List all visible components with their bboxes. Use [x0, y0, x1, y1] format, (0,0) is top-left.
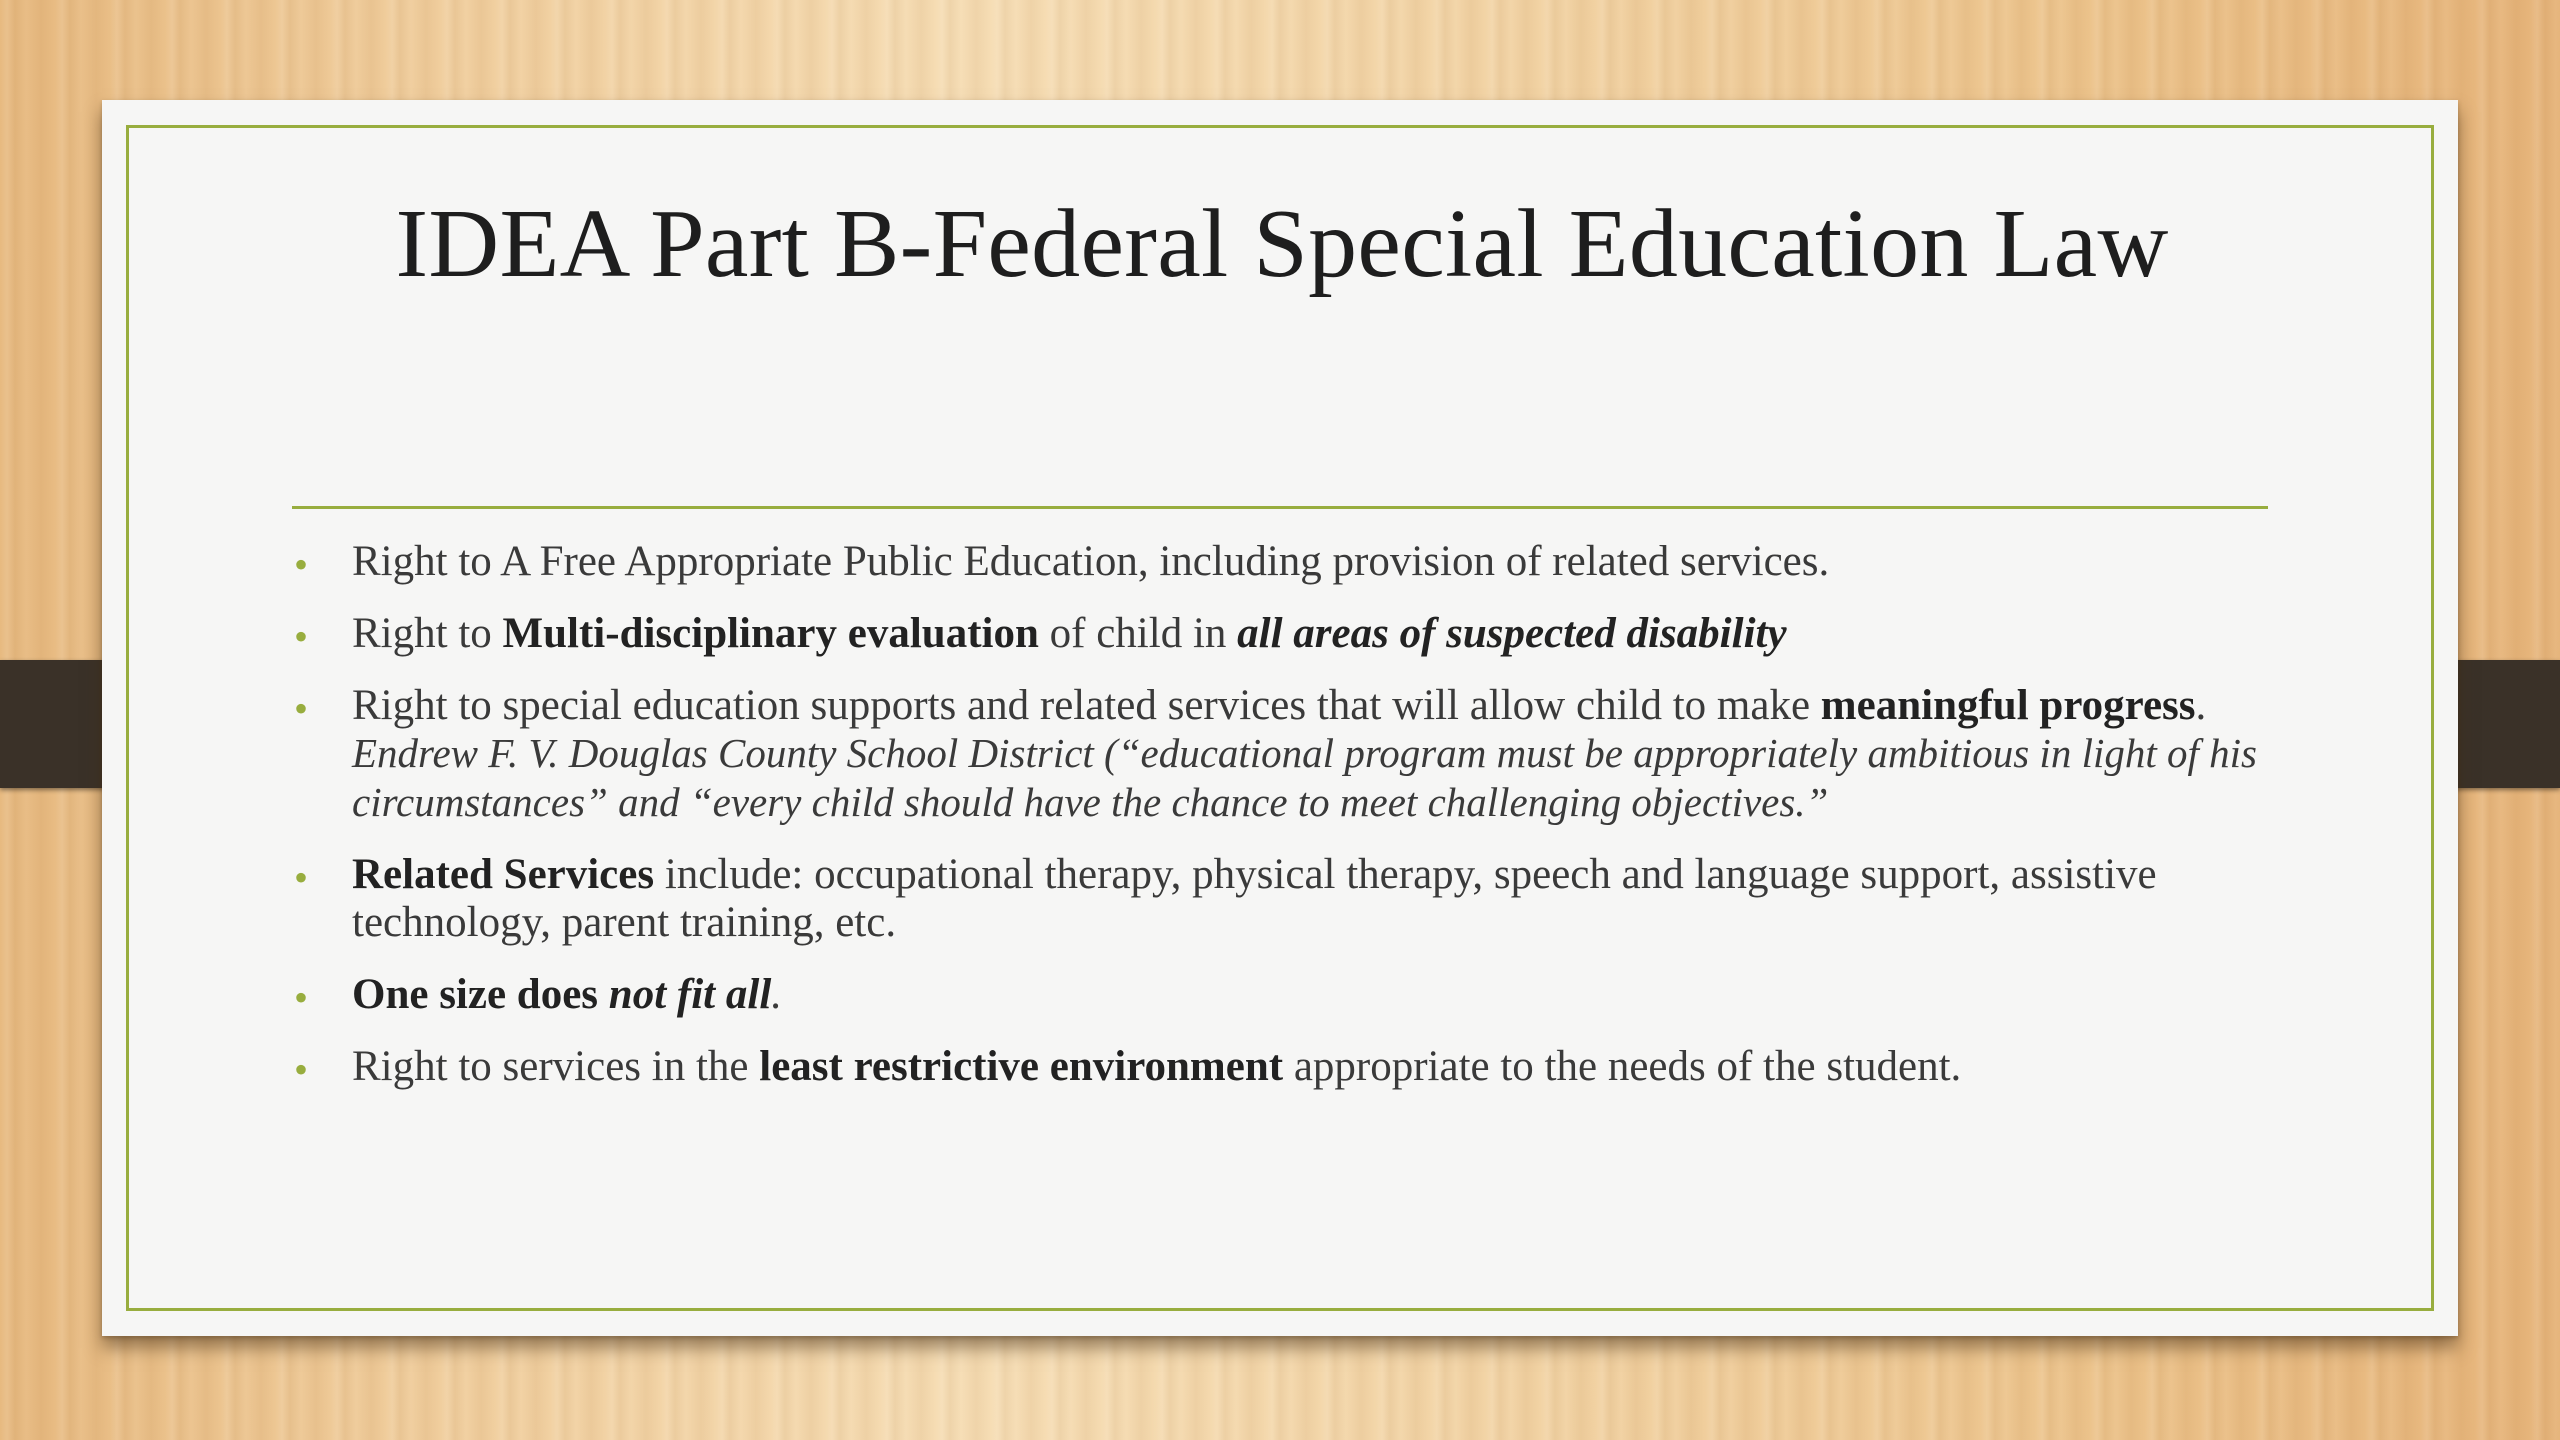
bullet-icon: •	[294, 542, 309, 587]
bullet-icon: •	[294, 614, 309, 660]
bullet-text: of child in	[1038, 610, 1238, 658]
bullet-one-size	[292, 971, 2272, 1019]
bullet-emphasis-text: all areas of suspected disability	[1237, 610, 1787, 658]
bullet-lre	[292, 1043, 2272, 1091]
bullet-icon: •	[294, 975, 309, 1021]
bullet-text: Right to special education supports and related services that will allow child to make	[352, 682, 1821, 730]
bullet-fape	[292, 538, 2272, 586]
bullet-text: .	[2195, 682, 2207, 730]
bullet-text: include: occupational therapy, physical therapy, speech and language support, assistive technology, parent training, etc.	[352, 850, 2157, 946]
title-divider	[292, 506, 2268, 509]
bullet-bold-text: least restrictive environment	[759, 1043, 1284, 1091]
bullet-icon: •	[294, 1047, 309, 1093]
bullet-related-services	[292, 851, 2272, 947]
slide-title: IDEA Part B-Federal Special Education Law	[395, 190, 2169, 298]
bullet-meaningful-progress	[292, 682, 2272, 826]
bullet-evaluation	[292, 610, 2272, 658]
bullet-emphasis-text: not fit all	[608, 971, 772, 1019]
bullet-list	[292, 538, 2272, 1115]
bullet-text: Right to	[352, 610, 503, 658]
case-citation: Endrew F. V. Douglas County School District (“educational program must be appropriately ambitious in light of his circumstances” and “every child should have the chance to meet challenging objectives.”	[352, 730, 2257, 825]
bullet-text: appropriate to the needs of the student.	[1283, 1043, 1962, 1091]
bullet-bold-text: Multi-disciplinary evaluation	[502, 610, 1039, 658]
bullet-icon: •	[294, 854, 309, 900]
bullet-bold-text: meaningful progress	[1820, 682, 2196, 730]
bullet-icon: •	[294, 686, 309, 732]
bullet-text: Right to services in the	[352, 1043, 760, 1091]
bullet-bold-text: One size does	[352, 971, 609, 1019]
bullet-text: Right to A Free Appropriate Public Education, including provision of related services.	[352, 538, 1830, 585]
bullet-bold-text: Related Services	[352, 850, 655, 898]
bullet-text: .	[771, 971, 783, 1019]
